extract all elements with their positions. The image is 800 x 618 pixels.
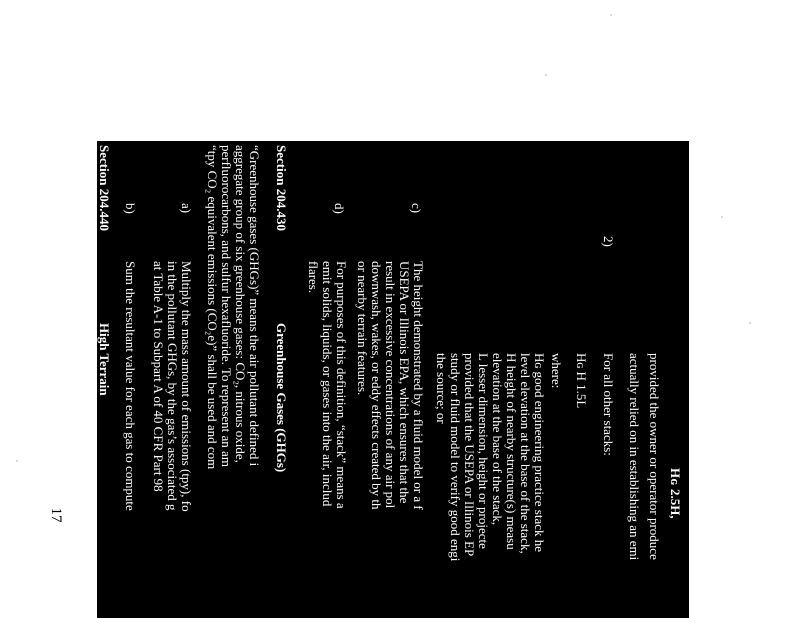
text-line: at Table A-1 to Subpart A of 40 CFR Part 98 xyxy=(151,261,166,492)
text-line: provided that the USEPA or Illinois EP xyxy=(462,353,477,557)
text-line: elevation at the base of the stack, xyxy=(490,353,505,526)
scan-speck xyxy=(16,460,18,462)
text-line: result in excessive concentrations of any air pol xyxy=(383,261,398,509)
text-line: in the pollutant GHGs, by the gas’s associated g xyxy=(165,261,180,511)
list-marker-b: b) xyxy=(123,203,138,214)
text-line: “tpy CO₂ equivalent emissions (CO₂e)” shall be used and com xyxy=(205,145,220,470)
equation-hg-2-5h: Hɢ 2.5H, xyxy=(668,468,683,519)
scan-speck xyxy=(721,216,723,218)
list-marker-2: 2) xyxy=(601,236,616,247)
rotated-document-text xyxy=(97,141,689,618)
text-line: “Greenhouse gases (GHGs)” means the air pollutant defined i xyxy=(247,145,262,467)
scan-speck xyxy=(545,74,547,76)
section-204-440-heading: Section 204.440 xyxy=(97,145,112,231)
text-line: Sum the resultant value for each gas to compute xyxy=(123,261,138,511)
section-204-430-heading: Section 204.430 xyxy=(274,145,289,231)
equation-hg-h-1-5l: Hɢ H 1.5L xyxy=(574,353,589,409)
text-line: For all other stacks: xyxy=(601,353,616,456)
list-marker-a: a) xyxy=(179,203,194,214)
text-line: The height demonstrated by a fluid model or a f xyxy=(411,261,426,510)
text-line: provided the owner or operator produce xyxy=(647,353,662,560)
text-line: emit solids, liquids, or gases into the air, includ xyxy=(320,261,335,507)
text-line: For purposes of this definition, “stack” means a xyxy=(334,261,349,509)
scan-speck xyxy=(749,322,751,324)
text-line: where: xyxy=(549,353,564,389)
section-204-430-title: Greenhouse Gases (GHGs) xyxy=(274,323,289,473)
text-line: study or fluid model to verify good engi xyxy=(448,353,463,562)
list-marker-d: d) xyxy=(332,203,347,214)
text-line: L lesser dimension, height or projecte xyxy=(476,353,491,549)
scanned-document-panel xyxy=(97,141,689,618)
section-204-440-title: High Terrain xyxy=(97,323,112,396)
text-line: or nearby terrain features. xyxy=(355,261,370,396)
text-line: flares. xyxy=(306,261,321,294)
text-line: Hɢ good engineering practice stack he xyxy=(532,353,547,553)
list-marker-c: c) xyxy=(409,203,424,214)
text-line: USEPA or Illinois EPA, which ensures that the xyxy=(397,261,412,504)
text-line: level elevation at the base of the stack, xyxy=(518,353,533,554)
text-line: perfluorocarbons, and sulfur hexafluoride. To represent an am xyxy=(219,145,234,467)
text-line: the source; or xyxy=(434,353,449,424)
scan-speck xyxy=(610,14,612,16)
text-line: Multiply the mass amount of emissions (tpy), fo xyxy=(179,261,194,512)
text-line: aggregate group of six greenhouse gases: CO₂, nitrous oxide, xyxy=(233,145,248,463)
text-line: H height of nearby structure(s) measu xyxy=(504,353,519,550)
text-line: actually relied on in establishing an emi xyxy=(627,353,642,561)
page-number: 17 xyxy=(48,507,64,523)
text-line: downwash, wakes, or eddy effects created by th xyxy=(369,261,384,510)
